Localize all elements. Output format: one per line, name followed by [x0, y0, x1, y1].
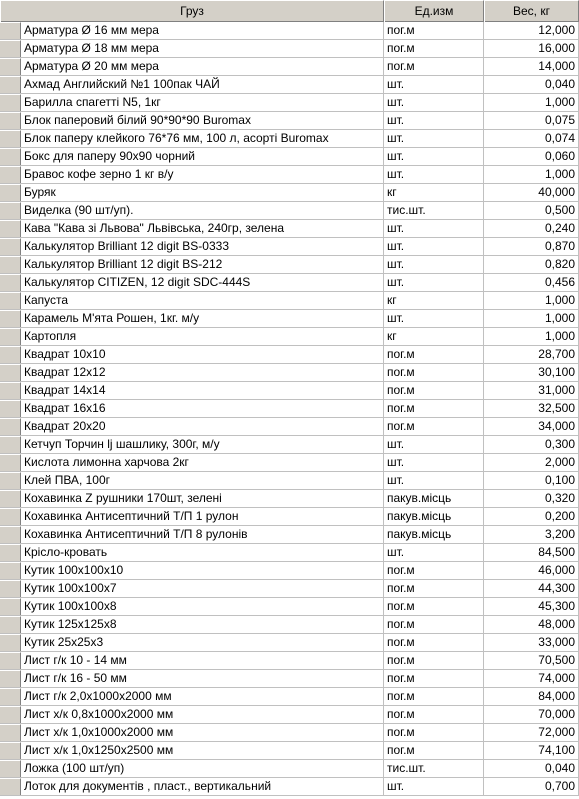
table-row[interactable] — [0, 76, 579, 94]
cell-weight[interactable]: 0,200 — [484, 508, 579, 525]
cell-cargo-name[interactable]: Кетчуп Торчин lj шашлику, 300г, м/у — [21, 436, 384, 453]
cell-cargo-name[interactable]: Кутик 25х25х3 — [21, 634, 384, 651]
row-selector[interactable] — [0, 112, 21, 129]
cell-unit[interactable]: пог.м — [384, 346, 484, 363]
table-row[interactable] — [0, 598, 579, 616]
table-row[interactable] — [0, 724, 579, 742]
cell-weight[interactable]: 44,300 — [484, 580, 579, 597]
table-row[interactable] — [0, 670, 579, 688]
row-selector[interactable] — [0, 544, 21, 561]
table-row[interactable] — [0, 202, 579, 220]
cell-unit[interactable]: пог.м — [384, 562, 484, 579]
cell-cargo-name[interactable]: Квадрат 12х12 — [21, 364, 384, 381]
row-selector[interactable] — [0, 184, 21, 201]
table-row[interactable] — [0, 184, 579, 202]
cell-weight[interactable]: 84,500 — [484, 544, 579, 561]
cell-unit[interactable]: шт. — [384, 148, 484, 165]
cell-cargo-name[interactable]: Лист г/к 16 - 50 мм — [21, 670, 384, 687]
cell-cargo-name[interactable]: Кутик 100х100х7 — [21, 580, 384, 597]
cell-unit[interactable]: пог.м — [384, 634, 484, 651]
row-selector[interactable] — [0, 130, 21, 147]
cell-weight[interactable]: 84,000 — [484, 688, 579, 705]
cell-unit[interactable]: пог.м — [384, 652, 484, 669]
cell-unit[interactable]: пог.м — [384, 400, 484, 417]
cell-cargo-name[interactable]: Кохавинка Антисептичний Т/П 1 рулон — [21, 508, 384, 525]
cell-unit[interactable]: шт. — [384, 94, 484, 111]
cell-unit[interactable]: шт. — [384, 544, 484, 561]
cell-cargo-name[interactable]: Кохавинка Антисептичний Т/П 8 рулонів — [21, 526, 384, 543]
cell-weight[interactable]: 0,820 — [484, 256, 579, 273]
row-selector[interactable] — [0, 76, 21, 93]
column-header-cargo[interactable]: Груз — [0, 0, 384, 22]
row-selector[interactable] — [0, 22, 21, 39]
table-row[interactable] — [0, 166, 579, 184]
cell-cargo-name[interactable]: Квадрат 20х20 — [21, 418, 384, 435]
cell-cargo-name[interactable]: Калькулятор Brilliant 12 digit BS-212 — [21, 256, 384, 273]
table-row[interactable] — [0, 292, 579, 310]
cell-weight[interactable]: 1,000 — [484, 94, 579, 111]
cell-unit[interactable]: шт. — [384, 220, 484, 237]
cell-cargo-name[interactable]: Кава "Кава зі Львова" Львівська, 240гр, зелена — [21, 220, 384, 237]
table-row[interactable] — [0, 454, 579, 472]
cell-weight[interactable]: 0,040 — [484, 76, 579, 93]
cell-cargo-name[interactable]: Картопля — [21, 328, 384, 345]
cell-weight[interactable]: 1,000 — [484, 166, 579, 183]
row-selector[interactable] — [0, 508, 21, 525]
cell-weight[interactable]: 0,240 — [484, 220, 579, 237]
table-row[interactable] — [0, 472, 579, 490]
cell-unit[interactable]: шт. — [384, 76, 484, 93]
row-selector[interactable] — [0, 346, 21, 363]
row-selector[interactable] — [0, 778, 21, 795]
cell-cargo-name[interactable]: Арматура Ø 16 мм мера — [21, 22, 384, 39]
table-row[interactable] — [0, 346, 579, 364]
cell-unit[interactable]: шт. — [384, 778, 484, 795]
cell-weight[interactable]: 40,000 — [484, 184, 579, 201]
cell-weight[interactable]: 0,700 — [484, 778, 579, 795]
row-selector[interactable] — [0, 436, 21, 453]
cell-weight[interactable]: 0,320 — [484, 490, 579, 507]
row-selector[interactable] — [0, 760, 21, 777]
table-row[interactable] — [0, 310, 579, 328]
row-selector[interactable] — [0, 310, 21, 327]
cell-cargo-name[interactable]: Квадрат 10х10 — [21, 346, 384, 363]
cell-cargo-name[interactable]: Кутик 100х100х8 — [21, 598, 384, 615]
cell-unit[interactable]: шт. — [384, 436, 484, 453]
cell-unit[interactable]: пог.м — [384, 40, 484, 57]
row-selector[interactable] — [0, 688, 21, 705]
cell-unit[interactable]: шт. — [384, 112, 484, 129]
table-row[interactable] — [0, 274, 579, 292]
cell-weight[interactable]: 0,060 — [484, 148, 579, 165]
cell-unit[interactable]: пог.м — [384, 58, 484, 75]
row-selector[interactable] — [0, 274, 21, 291]
cell-unit[interactable]: шт. — [384, 274, 484, 291]
table-row[interactable] — [0, 778, 579, 796]
cell-weight[interactable]: 30,100 — [484, 364, 579, 381]
cell-unit[interactable]: шт. — [384, 472, 484, 489]
cell-weight[interactable]: 2,000 — [484, 454, 579, 471]
cell-cargo-name[interactable]: Лоток для документів , пласт., вертикальний — [21, 778, 384, 795]
row-selector[interactable] — [0, 328, 21, 345]
table-row[interactable] — [0, 400, 579, 418]
cell-weight[interactable]: 0,456 — [484, 274, 579, 291]
row-selector[interactable] — [0, 526, 21, 543]
row-selector[interactable] — [0, 58, 21, 75]
cell-weight[interactable]: 74,000 — [484, 670, 579, 687]
table-row[interactable] — [0, 22, 579, 40]
cell-unit[interactable]: пог.м — [384, 616, 484, 633]
cell-unit[interactable]: пог.м — [384, 580, 484, 597]
cell-weight[interactable]: 12,000 — [484, 22, 579, 39]
table-row[interactable] — [0, 616, 579, 634]
cell-weight[interactable]: 1,000 — [484, 328, 579, 345]
cell-unit[interactable]: кг — [384, 184, 484, 201]
cell-unit[interactable]: пакув.місць — [384, 490, 484, 507]
cell-weight[interactable]: 48,000 — [484, 616, 579, 633]
cell-cargo-name[interactable]: Капуста — [21, 292, 384, 309]
cell-weight[interactable]: 0,500 — [484, 202, 579, 219]
cell-unit[interactable]: пог.м — [384, 724, 484, 741]
cell-weight[interactable]: 74,100 — [484, 742, 579, 759]
cell-weight[interactable]: 45,300 — [484, 598, 579, 615]
row-selector[interactable] — [0, 598, 21, 615]
table-row[interactable] — [0, 760, 579, 778]
row-selector[interactable] — [0, 706, 21, 723]
cell-weight[interactable]: 72,000 — [484, 724, 579, 741]
row-selector[interactable] — [0, 256, 21, 273]
table-row[interactable] — [0, 436, 579, 454]
cell-unit[interactable]: шт. — [384, 256, 484, 273]
row-selector[interactable] — [0, 616, 21, 633]
cell-cargo-name[interactable]: Лист г/к 10 - 14 мм — [21, 652, 384, 669]
cell-unit[interactable]: пог.м — [384, 364, 484, 381]
cell-cargo-name[interactable]: Кохавинка Z рушники 170шт, зелені — [21, 490, 384, 507]
table-row[interactable] — [0, 688, 579, 706]
row-selector[interactable] — [0, 364, 21, 381]
row-selector[interactable] — [0, 202, 21, 219]
table-row[interactable] — [0, 40, 579, 58]
table-row[interactable] — [0, 382, 579, 400]
table-row[interactable] — [0, 256, 579, 274]
cell-cargo-name[interactable]: Лист х/к 1,0х1250х2500 мм — [21, 742, 384, 759]
cell-weight[interactable]: 1,000 — [484, 310, 579, 327]
cell-weight[interactable]: 0,074 — [484, 130, 579, 147]
cell-weight[interactable]: 1,000 — [484, 292, 579, 309]
cell-cargo-name[interactable]: Лист х/к 0,8х1000х2000 мм — [21, 706, 384, 723]
cell-weight[interactable]: 34,000 — [484, 418, 579, 435]
table-row[interactable] — [0, 58, 579, 76]
cell-unit[interactable]: пог.м — [384, 670, 484, 687]
row-selector[interactable] — [0, 454, 21, 471]
row-selector[interactable] — [0, 292, 21, 309]
row-selector[interactable] — [0, 580, 21, 597]
cell-unit[interactable]: тис.шт. — [384, 760, 484, 777]
cell-cargo-name[interactable]: Лист х/к 1,0х1000х2000 мм — [21, 724, 384, 741]
table-row[interactable] — [0, 526, 579, 544]
cell-unit[interactable]: пог.м — [384, 688, 484, 705]
table-row[interactable] — [0, 364, 579, 382]
table-row[interactable] — [0, 580, 579, 598]
cell-unit[interactable]: пог.м — [384, 598, 484, 615]
cell-unit[interactable]: шт. — [384, 166, 484, 183]
row-selector[interactable] — [0, 652, 21, 669]
table-row[interactable] — [0, 490, 579, 508]
cell-cargo-name[interactable]: Карамель М'ята Рошен, 1кг. м/у — [21, 310, 384, 327]
cell-unit[interactable]: пог.м — [384, 742, 484, 759]
cell-unit[interactable]: шт. — [384, 454, 484, 471]
row-selector[interactable] — [0, 490, 21, 507]
table-row[interactable] — [0, 94, 579, 112]
cell-cargo-name[interactable]: Бокс для паперу 90х90 чорний — [21, 148, 384, 165]
cell-cargo-name[interactable]: Ахмад Английский №1 100пак ЧАЙ — [21, 76, 384, 93]
cell-cargo-name[interactable]: Барилла спагетті N5, 1кг — [21, 94, 384, 111]
cell-weight[interactable]: 32,500 — [484, 400, 579, 417]
cell-unit[interactable]: пог.м — [384, 706, 484, 723]
table-row[interactable] — [0, 328, 579, 346]
cell-weight[interactable]: 0,870 — [484, 238, 579, 255]
cell-weight[interactable]: 70,000 — [484, 706, 579, 723]
cell-cargo-name[interactable]: Блок паперу клейкого 76*76 мм, 100 л, асорті Buromax — [21, 130, 384, 147]
cell-weight[interactable]: 3,200 — [484, 526, 579, 543]
table-row[interactable] — [0, 634, 579, 652]
grid-header — [0, 0, 579, 22]
cell-weight[interactable]: 16,000 — [484, 40, 579, 57]
cell-weight[interactable]: 33,000 — [484, 634, 579, 651]
cell-cargo-name[interactable]: Калькулятор CITIZEN, 12 digit SDC-444S — [21, 274, 384, 291]
row-selector[interactable] — [0, 400, 21, 417]
cell-cargo-name[interactable]: Лист г/к 2,0х1000х2000 мм — [21, 688, 384, 705]
cell-cargo-name[interactable]: Блок паперовий білий 90*90*90 Buromax — [21, 112, 384, 129]
grid-body — [0, 22, 579, 796]
cell-cargo-name[interactable]: Квадрат 14х14 — [21, 382, 384, 399]
cell-weight[interactable]: 0,300 — [484, 436, 579, 453]
cell-cargo-name[interactable]: Буряк — [21, 184, 384, 201]
table-row[interactable] — [0, 220, 579, 238]
cell-cargo-name[interactable]: Кислота лимонна харчова 2кг — [21, 454, 384, 471]
table-row[interactable] — [0, 508, 579, 526]
cell-cargo-name[interactable]: Квадрат 16х16 — [21, 400, 384, 417]
cell-weight[interactable]: 70,500 — [484, 652, 579, 669]
cell-cargo-name[interactable]: Арматура Ø 18 мм мера — [21, 40, 384, 57]
row-selector[interactable] — [0, 634, 21, 651]
cell-unit[interactable]: пакув.місць — [384, 526, 484, 543]
row-selector[interactable] — [0, 724, 21, 741]
table-row[interactable] — [0, 148, 579, 166]
row-selector[interactable] — [0, 220, 21, 237]
cell-unit[interactable]: шт. — [384, 310, 484, 327]
cell-weight[interactable]: 0,040 — [484, 760, 579, 777]
cell-weight[interactable]: 28,700 — [484, 346, 579, 363]
cell-cargo-name[interactable]: Калькулятор Brilliant 12 digit BS-0333 — [21, 238, 384, 255]
row-selector[interactable] — [0, 472, 21, 489]
row-selector[interactable] — [0, 742, 21, 759]
table-row[interactable] — [0, 742, 579, 760]
table-row[interactable] — [0, 130, 579, 148]
cell-unit[interactable]: тис.шт. — [384, 202, 484, 219]
table-row[interactable] — [0, 238, 579, 256]
cell-weight[interactable]: 14,000 — [484, 58, 579, 75]
cell-unit[interactable]: пог.м — [384, 22, 484, 39]
cell-unit[interactable]: шт. — [384, 238, 484, 255]
cell-weight[interactable]: 46,000 — [484, 562, 579, 579]
cell-unit[interactable]: пог.м — [384, 418, 484, 435]
column-header-weight[interactable]: Вес, кг — [484, 0, 579, 22]
cell-unit[interactable]: кг — [384, 328, 484, 345]
table-row[interactable] — [0, 418, 579, 436]
cell-unit[interactable]: кг — [384, 292, 484, 309]
cell-weight[interactable]: 0,075 — [484, 112, 579, 129]
cell-cargo-name[interactable]: Крісло-кровать — [21, 544, 384, 561]
row-selector[interactable] — [0, 418, 21, 435]
table-row[interactable] — [0, 652, 579, 670]
cell-cargo-name[interactable]: Клей ПВА, 100г — [21, 472, 384, 489]
column-header-unit[interactable]: Ед.изм — [384, 0, 484, 22]
cell-weight[interactable]: 31,000 — [484, 382, 579, 399]
row-selector[interactable] — [0, 40, 21, 57]
cell-cargo-name[interactable]: Арматура Ø 20 мм мера — [21, 58, 384, 75]
row-selector[interactable] — [0, 94, 21, 111]
row-selector[interactable] — [0, 562, 21, 579]
cell-cargo-name[interactable]: Виделка (90 шт/уп). — [21, 202, 384, 219]
cell-cargo-name[interactable]: Кутик 100х100х10 — [21, 562, 384, 579]
cell-unit[interactable]: пакув.місць — [384, 508, 484, 525]
cell-weight[interactable]: 0,100 — [484, 472, 579, 489]
row-selector[interactable] — [0, 238, 21, 255]
row-selector[interactable] — [0, 670, 21, 687]
table-row[interactable] — [0, 562, 579, 580]
cell-cargo-name[interactable]: Бравос кофе зерно 1 кг в/у — [21, 166, 384, 183]
table-row[interactable] — [0, 544, 579, 562]
table-row[interactable] — [0, 112, 579, 130]
cell-unit[interactable]: пог.м — [384, 382, 484, 399]
cell-cargo-name[interactable]: Ложка (100 шт/уп) — [21, 760, 384, 777]
row-selector[interactable] — [0, 382, 21, 399]
table-row[interactable] — [0, 706, 579, 724]
row-selector[interactable] — [0, 166, 21, 183]
row-selector[interactable] — [0, 148, 21, 165]
cell-unit[interactable]: шт. — [384, 130, 484, 147]
cell-cargo-name[interactable]: Кутик 125х125х8 — [21, 616, 384, 633]
